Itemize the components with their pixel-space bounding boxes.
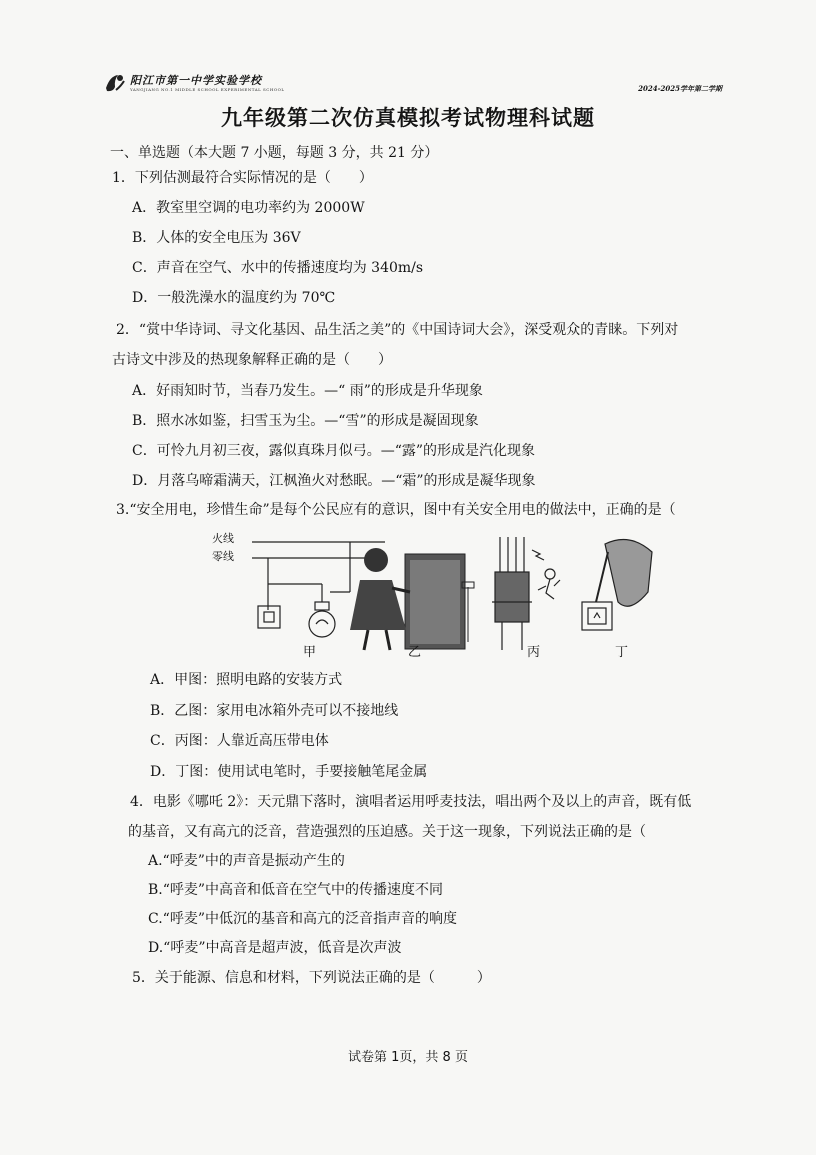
q2-stem-line2: 古诗文中涉及的热现象解释正确的是（ ） <box>112 352 392 368</box>
term-label: 2024-2025学年第二学期 <box>638 84 722 93</box>
figure-bing-high-voltage <box>492 537 560 650</box>
figure-ding-test-pen <box>582 540 652 631</box>
page-footer: 试卷第 1页，共 8 页 <box>348 1050 468 1065</box>
figure-label-jia: 甲 <box>303 645 317 660</box>
q2-stem-line1: 2．“赏中华诗词、寻文化基因、品生活之美”的《中国诗词大会》，深受观众的青睐。下列对 <box>116 322 679 338</box>
section-heading: 一、单选题（本大题 7 小题，每题 3 分，共 21 分） <box>110 145 439 161</box>
q1-option-c: C．声音在空气、水中的传播速度均为 340m/s <box>132 260 424 276</box>
school-name: 阳江市第一中学实验学校 <box>130 73 262 87</box>
school-brand <box>102 72 285 94</box>
q2-option-d: D．月落乌啼霜满天，江枫渔火对愁眠。—“霜”的形成是凝华现象 <box>132 473 536 489</box>
live-wire-label: 火线 <box>212 532 234 545</box>
exam-title: 九年级第二次仿真模拟考试物理科试题 <box>221 106 595 130</box>
q1-option-d: D．一般洗澡水的温度约为 70℃ <box>132 290 336 306</box>
q3-stem: 3.“安全用电，珍惜生命”是每个公民应有的意识，图中有关安全用电的做法中，正确的是（ <box>116 502 676 518</box>
q2-option-c: C．可怜九月初三夜，露似真珠月似弓。—“露”的形成是汽化现象 <box>132 443 536 459</box>
q3-figure-illustrations <box>210 532 660 657</box>
q1-stem: 1．下列估测最符合实际情况的是（ ） <box>112 170 373 186</box>
q3-option-d: D．丁图：使用试电笔时，手要接触笔尾金属 <box>150 764 428 780</box>
q4-option-c: C.“呼麦”中低沉的基音和高亢的泛音指声音的响度 <box>148 911 457 927</box>
q5-stem: 5．关于能源、信息和材料，下列说法正确的是（ ） <box>132 970 491 986</box>
q4-option-b: B.“呼麦”中高音和低音在空气中的传播速度不同 <box>148 882 444 898</box>
figure-label-yi: 乙 <box>408 645 422 660</box>
school-subtitle: YANGJIANG NO.1 MIDDLE SCHOOL EXPERIMENTAL SCHOOL <box>130 86 285 92</box>
q4-option-a: A.“呼麦”中的声音是振动产生的 <box>148 853 345 869</box>
school-logo-icon <box>102 72 126 94</box>
q3-option-a: A．甲图：照明电路的安装方式 <box>150 672 343 688</box>
q2-option-b: B．照水冰如鉴，扫雪玉为尘。—“雪”的形成是凝固现象 <box>132 413 479 429</box>
figure-yi-refrigerator <box>350 548 474 650</box>
q4-option-d: D.“呼麦”中高音是超声波，低音是次声波 <box>148 940 402 956</box>
q1-option-b: B．人体的安全电压为 36V <box>132 230 301 246</box>
q1-option-a: A．教室里空调的电功率约为 2000W <box>132 200 365 216</box>
page-header <box>102 72 722 96</box>
q3-figure <box>210 532 660 657</box>
q4-stem-line2: 的基音，又有高亢的泛音，营造强烈的压迫感。关于这一现象，下列说法正确的是（ <box>128 824 646 840</box>
q3-option-c: C．丙图：人靠近高压带电体 <box>150 733 329 749</box>
q3-option-b: B．乙图：家用电冰箱外壳可以不接地线 <box>150 703 399 719</box>
neutral-wire-label: 零线 <box>212 550 234 563</box>
figure-label-ding: 丁 <box>615 645 629 660</box>
q2-option-a: A．好雨知时节，当春乃发生。—“ 雨”的形成是升华现象 <box>132 383 483 399</box>
figure-label-bing: 丙 <box>527 645 541 660</box>
q4-stem-line1: 4．电影《哪吒 2》：天元鼎下落时，演唱者运用呼麦技法，唱出两个及以上的声音，既有低 <box>130 794 692 810</box>
